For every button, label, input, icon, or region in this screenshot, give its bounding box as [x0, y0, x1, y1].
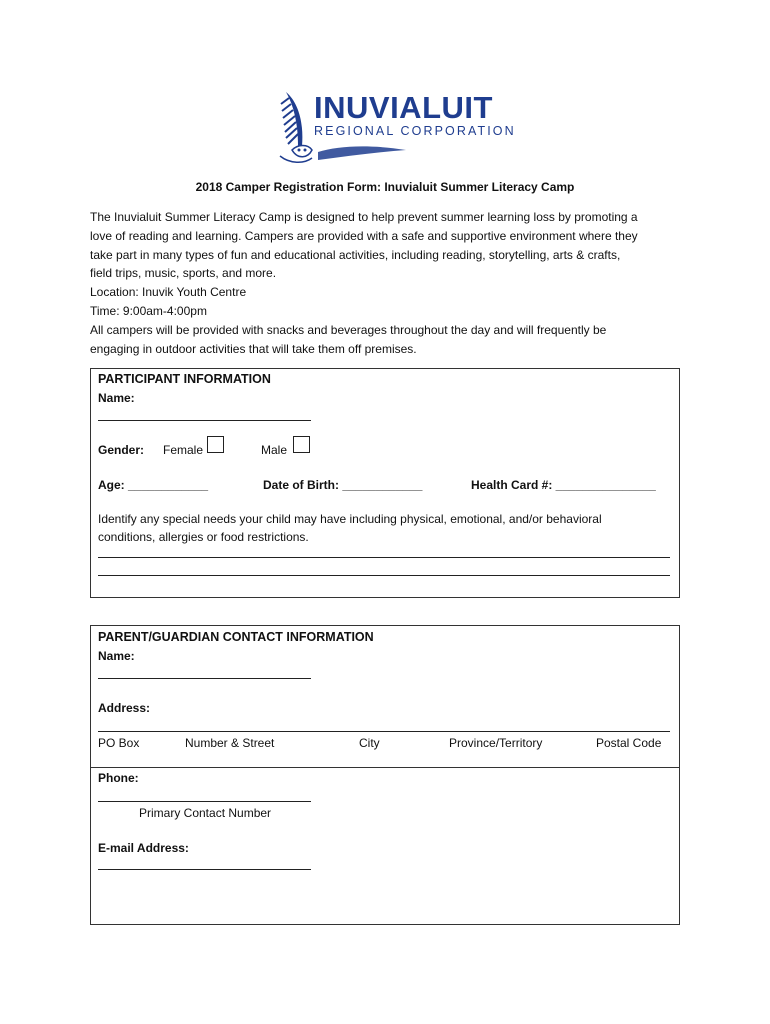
logo: [278, 88, 518, 168]
intro-line: field trips, music, sports, and more.: [90, 266, 277, 281]
special-needs-prompt: Identify any special needs your child may have including physical, emotional, and/or behavioral: [98, 512, 602, 526]
male-checkbox[interactable]: [293, 436, 310, 453]
logo-subtitle: REGIONAL CORPORATION: [314, 124, 516, 138]
guardian-heading: PARENT/GUARDIAN CONTACT INFORMATION: [98, 630, 374, 644]
intro-line: love of reading and learning. Campers are provided with a safe and supportive environment where they: [90, 228, 638, 243]
province-caption: Province/Territory: [449, 736, 543, 750]
phone-label: Phone:: [98, 771, 139, 785]
female-label: Female: [163, 443, 204, 457]
gender-label: Gender:: [98, 443, 145, 457]
owl-feather-icon: [278, 88, 314, 168]
phone-field[interactable]: [98, 801, 311, 802]
participant-name-field[interactable]: [98, 420, 311, 421]
participant-name-label: Name:: [98, 391, 135, 405]
special-needs-line[interactable]: [98, 575, 670, 576]
email-field[interactable]: [98, 869, 311, 870]
city-caption: City: [359, 736, 380, 750]
intro-line: All campers will be provided with snacks and beverages throughout the day and will frequently be: [90, 322, 607, 337]
special-needs-line[interactable]: [98, 557, 670, 558]
guardian-name-label: Name:: [98, 649, 135, 663]
time-line: Time: 9:00am-4:00pm: [90, 303, 207, 318]
address-field[interactable]: [98, 731, 670, 732]
section-divider: [90, 767, 680, 768]
health-card-field[interactable]: Health Card #: _______________: [471, 478, 656, 492]
intro-line: engaging in outdoor activities that will take them off premises.: [90, 341, 417, 356]
postal-code-caption: Postal Code: [596, 736, 662, 750]
po-box-caption: PO Box: [98, 736, 140, 750]
female-checkbox[interactable]: [207, 436, 224, 453]
participant-heading: PARTICIPANT INFORMATION: [98, 372, 271, 386]
address-label: Address:: [98, 701, 151, 715]
email-label: E-mail Address:: [98, 841, 189, 855]
form-title: 2018 Camper Registration Form: Inuvialuit Summer Literacy Camp: [195, 180, 575, 194]
age-field[interactable]: Age: ____________: [98, 478, 209, 492]
guardian-section: [90, 625, 680, 925]
street-caption: Number & Street: [185, 736, 275, 750]
intro-text: [90, 208, 690, 358]
intro-line: The Inuvialuit Summer Literacy Camp is designed to help prevent summer learning loss by promoting a: [90, 210, 638, 224]
logo-wordmark: INUVIALUIT: [314, 90, 493, 125]
wing-sweep-icon: [318, 142, 408, 162]
phone-caption: Primary Contact Number: [139, 806, 272, 820]
intro-line: take part in many types of fun and educational activities, including reading, storytelling, arts & crafts,: [90, 247, 621, 262]
location-line: Location: Inuvik Youth Centre: [90, 285, 247, 300]
special-needs-prompt: conditions, allergies or food restrictions.: [98, 530, 309, 544]
guardian-name-field[interactable]: [98, 678, 311, 679]
male-label: Male: [261, 443, 288, 457]
date-of-birth-field[interactable]: Date of Birth: ____________: [263, 478, 423, 492]
